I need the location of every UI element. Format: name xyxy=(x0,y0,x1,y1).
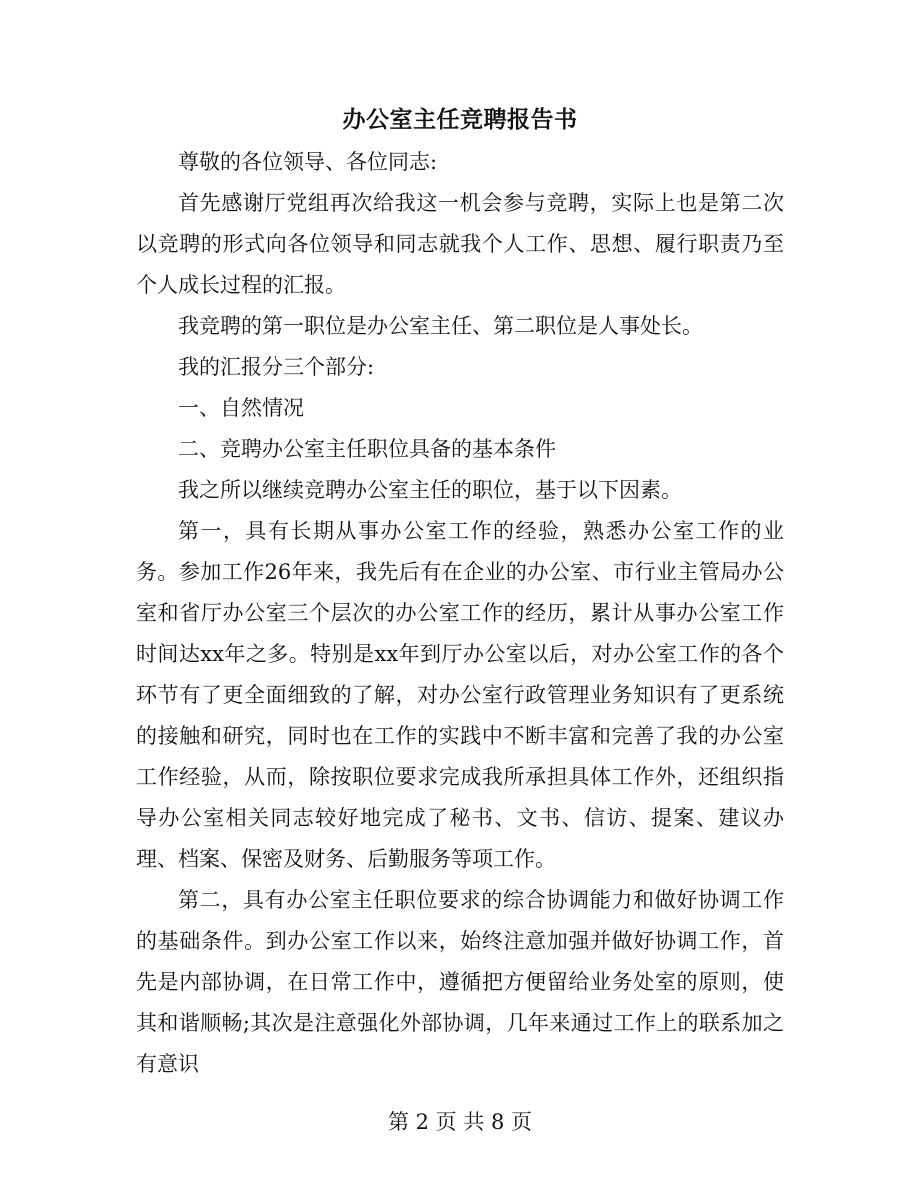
report-structure-paragraph: 我的汇报分三个部分: xyxy=(178,355,375,379)
section-heading-natural-situation: 一、自然情况 xyxy=(178,396,304,420)
section-heading-basic-conditions: 二、竞聘办公室主任职位具备的基本条件 xyxy=(178,437,556,461)
document-title: 办公室主任竞聘报告书 xyxy=(342,106,578,133)
first-reason-paragraph: 第一，具有长期从事办公室工作的经验，熟悉办公室工作的业务。参加工作26年来，我先后有在企业的办公室、市行业主管局办公室和省厅办公室三个层次的办公室工作的经历，累计从事办公室工作时间达xx年之多。特别是xx年到厅办公室以后，对办公室工作的各个环节有了更全面细致的了解，对办公室行政管理业务知识有了更系统的接触和研究，同时也在工作的实践中不断丰富和完善了我的办公室工作经验，从而，除按职位要求完成我所承担具体工作外，还组织指导办公室相关同志较好地完成了秘书、文书、信访、提案、建议办理、档案、保密及财务、后勤服务等项工作。 xyxy=(136,519,784,871)
second-reason-paragraph: 第二，具有办公室主任职位要求的综合协调能力和做好协调工作的基础条件。到办公室工作以来，始终注意加强并做好协调工作，首先是内部协调，在日常工作中，遵循把方便留给业务处室的原则，使其和谐顺畅;其次是注意强化外部协调，几年来通过工作上的联系加之有意识 xyxy=(136,888,784,1076)
page-number-footer: 第 2 页 共 8 页 xyxy=(387,1110,533,1134)
salutation-paragraph: 尊敬的各位领导、各位同志: xyxy=(178,150,438,174)
position-paragraph: 我竞聘的第一职位是办公室主任、第二职位是人事处长。 xyxy=(178,314,703,338)
reason-intro-paragraph: 我之所以继续竞聘办公室主任的职位，基于以下因素。 xyxy=(178,478,682,502)
document-body xyxy=(136,98,784,1085)
opening-paragraph: 首先感谢厅党组再次给我这一机会参与竞聘，实际上也是第二次以竞聘的形式向各位领导和同志就我个人工作、思想、履行职责乃至个人成长过程的汇报。 xyxy=(136,191,784,297)
